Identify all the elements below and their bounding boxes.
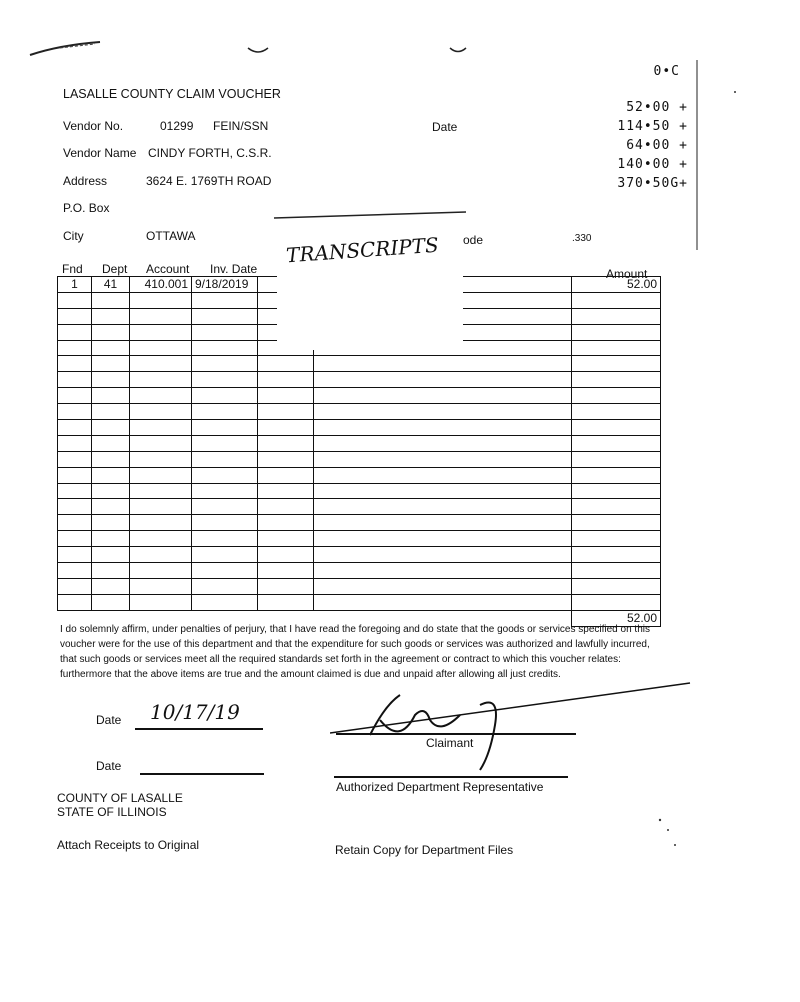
date1-value: 10/17/19 <box>150 700 240 724</box>
claimant-line <box>336 733 576 735</box>
zip-value: .330 <box>572 233 592 244</box>
tape-line: 114•50 + <box>617 119 688 134</box>
table-row <box>58 467 661 483</box>
po-box-label: P.O. Box <box>63 201 110 215</box>
tape-line: 370•50G+ <box>617 176 688 191</box>
city: OTTAWA <box>146 229 196 243</box>
county-line1: COUNTY OF LASALLE <box>57 791 183 805</box>
affirmation-text: I do solemnly affirm, under penalties of perjury, that I have read the foregoing and do state that the goods or services specified on this voucher were for the use of this department and that the expenditure for such goods or services was authorized and lawfully incurred, that such goods or services meet all the required standards set forth in the agreement or contract to which this voucher relates: furthermore that the above items are true and the amount claimed is due and unpaid after allowing all just credits. <box>60 624 650 680</box>
zip-label: ode <box>463 233 484 247</box>
table-row <box>58 547 661 563</box>
total-amount: 52.00 <box>572 610 661 626</box>
table-row <box>58 372 661 388</box>
cell-account: 410.001 <box>130 277 192 293</box>
table-row <box>58 563 661 579</box>
date1-label: Date <box>96 713 122 727</box>
tape-header: 0•C <box>653 64 680 79</box>
col-header-inv-date: Inv. Date <box>210 262 258 276</box>
auth-label: Authorized Department Representative <box>336 780 544 794</box>
address: 3624 E. 1769TH ROAD <box>146 174 272 188</box>
retain-label: Retain Copy for Department Files <box>335 843 514 857</box>
cell-amount: 52.00 <box>572 277 661 293</box>
table-row <box>58 578 661 594</box>
col-header-fnd: Fnd <box>62 262 83 276</box>
table-row <box>58 515 661 531</box>
table-row <box>58 356 661 372</box>
col-header-amount: Amount <box>606 267 648 281</box>
tape-line: 140•00 + <box>617 157 688 172</box>
attach-label: Attach Receipts to Original <box>57 838 200 852</box>
address-label: Address <box>63 174 108 188</box>
cell-fnd: 1 <box>58 277 92 293</box>
table-row <box>58 404 661 420</box>
tape-line: 64•00 + <box>626 138 688 153</box>
col-header-dept: Dept <box>102 262 128 276</box>
table-row <box>58 594 661 610</box>
vendor-no-label: Vendor No. <box>63 119 124 133</box>
col-header-account: Account <box>146 262 190 276</box>
handwritten-note: TRANSCRIPTS <box>285 232 440 268</box>
auth-line <box>334 776 568 778</box>
city-label: City <box>63 229 84 243</box>
vendor-no: 01299 <box>160 119 194 133</box>
table-row <box>58 388 661 404</box>
form-title: LASALLE COUNTY CLAIM VOUCHER <box>63 87 281 101</box>
vendor-name: CINDY FORTH, C.S.R. <box>148 146 272 160</box>
date2-line <box>140 773 264 775</box>
claimant-label: Claimant <box>426 736 474 750</box>
claimant-signature <box>330 675 750 775</box>
fein-label: FEIN/SSN <box>213 119 269 133</box>
table-row <box>58 420 661 436</box>
table-row <box>58 435 661 451</box>
table-row <box>58 499 661 515</box>
cell-dept: 41 <box>92 277 130 293</box>
cell-inv-date: 9/18/2019 <box>192 277 258 293</box>
vendor-name-label: Vendor Name <box>63 146 137 160</box>
date2-label: Date <box>96 759 122 773</box>
tape-line: 52•00 + <box>626 100 688 115</box>
date-label: Date <box>432 120 458 134</box>
table-row <box>58 483 661 499</box>
date1-line <box>135 728 263 730</box>
table-row <box>58 531 661 547</box>
table-row <box>58 451 661 467</box>
county-line2: STATE OF ILLINOIS <box>57 805 167 819</box>
